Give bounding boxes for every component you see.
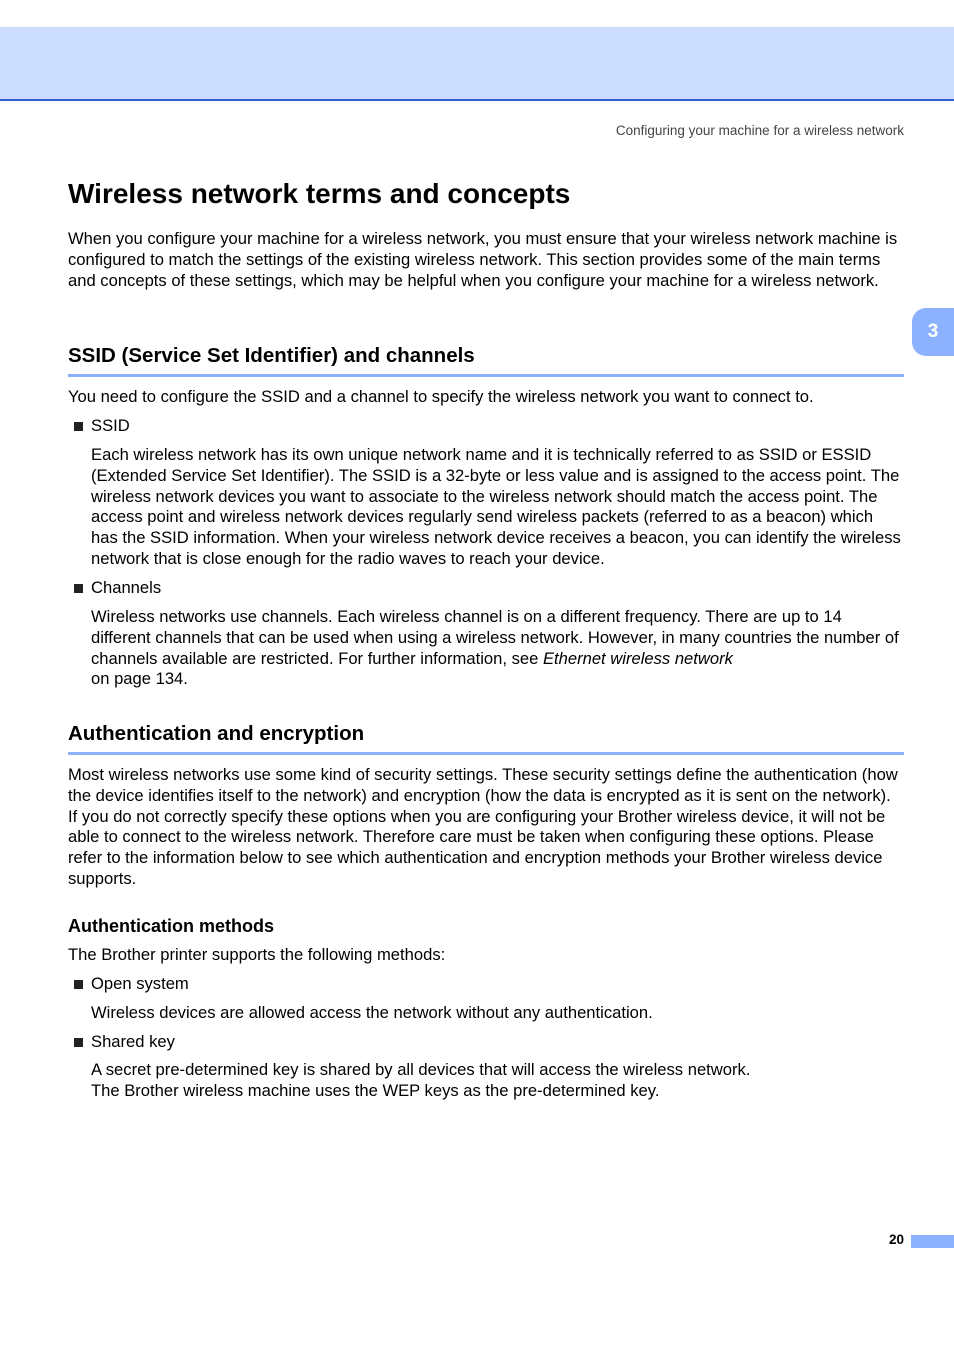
running-header: Configuring your machine for a wireless network [615, 123, 904, 138]
methods-intro: The Brother printer supports the following methods: [68, 945, 446, 964]
list-item-label: Shared key [91, 1032, 175, 1051]
list-item-channels [74, 578, 161, 599]
intro-paragraph: When you configure your machine for a wireless network, you must ensure that your wireless network machine is configured to match the settings of the existing wireless network. This section provides some of the main terms and concepts of these settings, which may be helpful when you configure your machine for a wireless network. [68, 229, 898, 290]
list-item-open-system [74, 974, 189, 995]
cross-reference: Ethernet wireless network [542, 648, 733, 668]
page-reference: on page 134. [91, 669, 188, 689]
square-bullet-icon [74, 584, 83, 593]
list-item-label: Channels [91, 578, 162, 597]
list-item-label: Open system [91, 974, 189, 993]
chapter-tab: 3 [912, 308, 954, 356]
subsection-heading-methods: Authentication methods [68, 916, 274, 936]
square-bullet-icon [74, 422, 83, 431]
list-item-label: SSID [91, 416, 130, 435]
square-bullet-icon [74, 980, 83, 989]
auth-intro: Most wireless networks use some kind of security settings. These security settings define the authentication (how the device identifies itself to the network) and encryption (how the data is encrypted as it is sent on the network). If you do not correctly specify these options when you are configuring your Brother wireless device, it will not be able to connect to the wireless network. Therefore care must be taken when configuring these options. Please refer to the information below to see which authentication and encryption methods your Brother wireless device supports. [68, 765, 898, 888]
section-heading-ssid: SSID (Service Set Identifier) and channels [68, 343, 904, 377]
shared-key-description [91, 1060, 904, 1102]
page-number: 20 [888, 1232, 904, 1247]
shared-key-line-2: The Brother wireless machine uses the WEP keys as the pre-determined key. [91, 1080, 660, 1100]
list-item-shared-key [74, 1032, 175, 1053]
channels-description [91, 607, 904, 690]
ssid-description: Each wireless network has its own unique network name and it is technically referred to as SSID or ESSID (Extended Service Set Identifier). The SSID is a 32-byte or less value and is assigned to the access point. The wireless network devices you want to associate to the wireless network should match the access point. The access point and wireless network devices regularly send wireless packets (referred to as a beacon) which has the SSID information. When your wireless network device receives a beacon, you can identify the wireless network that is close enough for the radio waves to reach your device. [91, 445, 901, 568]
channels-text: Wireless networks use channels. Each wireless channel is on a different frequency. There are up to 14 different channels that can be used when using a wireless network. However, in many countries the number of channels available are restricted. For further information, see [91, 607, 899, 668]
square-bullet-icon [74, 1038, 83, 1047]
section-heading-auth: Authentication and encryption [68, 721, 904, 755]
page-number-bar [911, 1235, 954, 1248]
shared-key-line-1: A secret pre-determined key is shared by all devices that will access the wireless network. [91, 1060, 751, 1079]
header-band [0, 27, 954, 101]
list-item-ssid [74, 416, 130, 437]
open-system-description: Wireless devices are allowed access the network without any authentication. [91, 1003, 653, 1022]
page-title: Wireless network terms and concepts [68, 178, 571, 209]
ssid-intro: You need to configure the SSID and a channel to specify the wireless network you want to connect to. [68, 387, 814, 406]
